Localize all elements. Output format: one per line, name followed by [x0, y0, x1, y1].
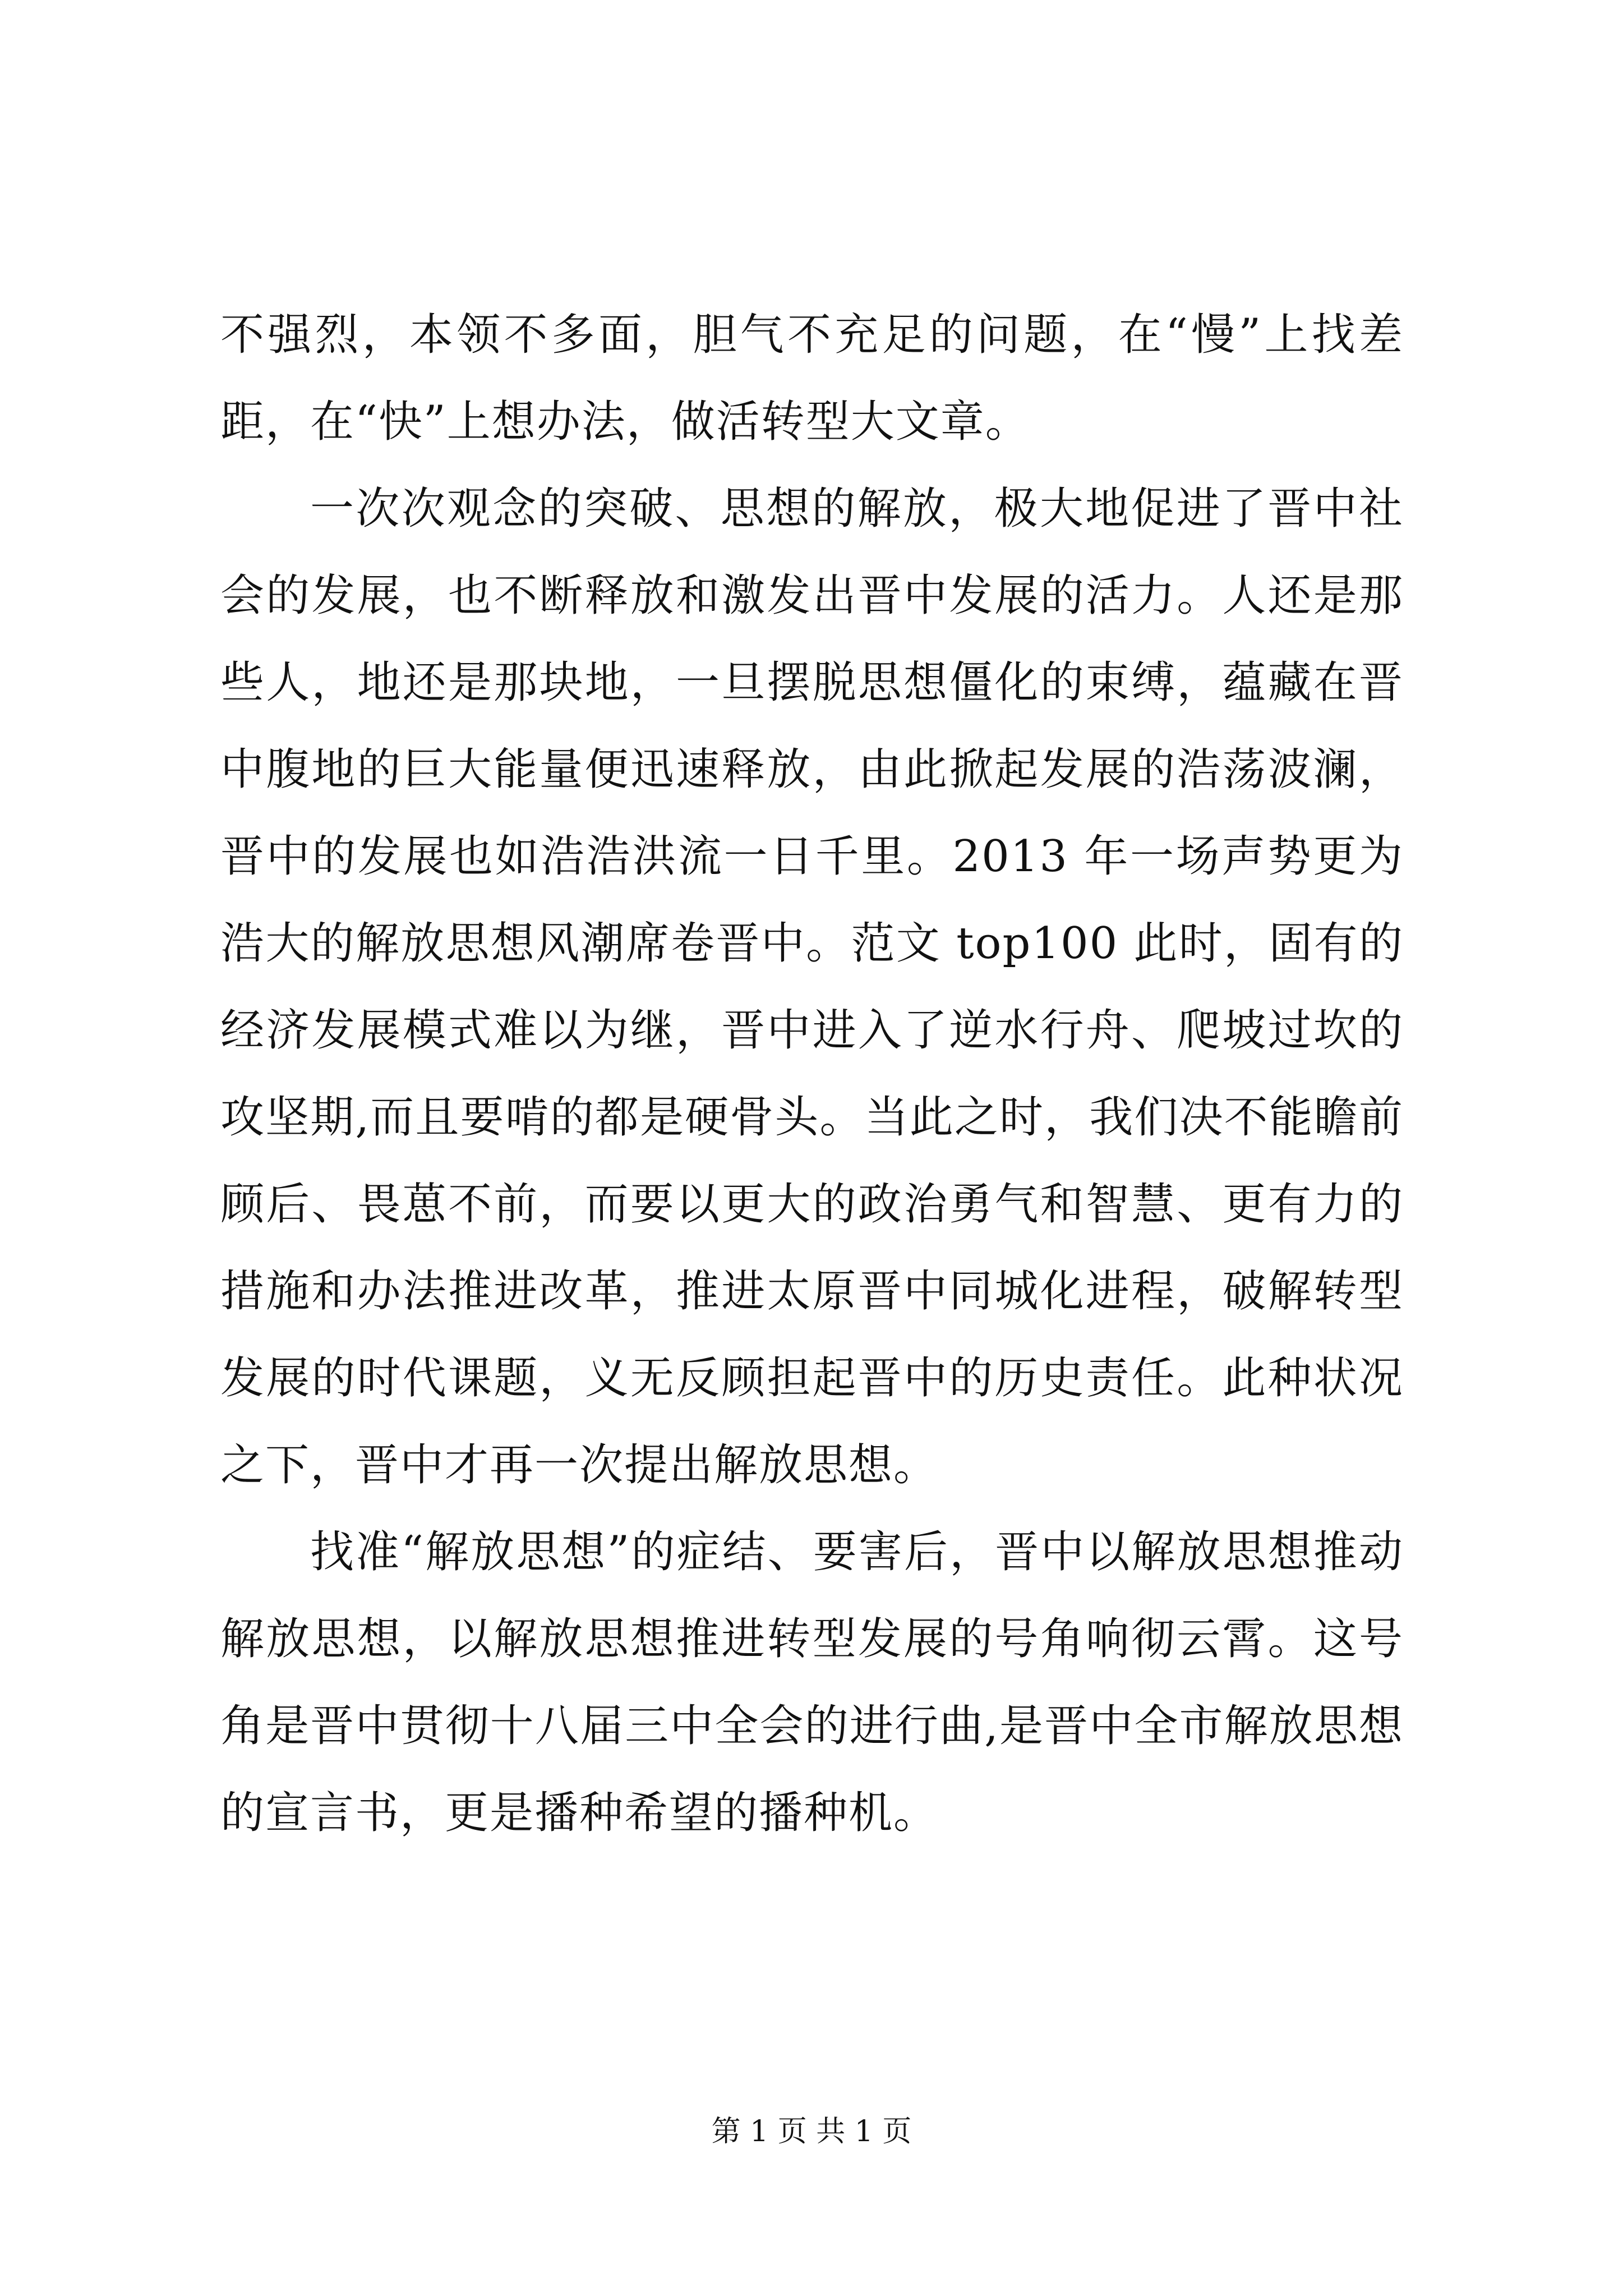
document-body — [220, 292, 1404, 1857]
page-footer: 第 1 页 共 1 页 — [711, 2115, 912, 2148]
paragraph-liberation-history: 一次次观念的突破、思想的解放，极大地促进了晋中社会的发展，也不断释放和激发出晋中发展的活力。人还是那些人，地还是那块地，一旦摆脱思想僵化的束缚，蕴藏在晋中腹地的巨大能量便迅速释放，由此掀起发展的浩荡波澜，晋中的发展也如浩浩洪流一日千里。2013 年一场声势更为浩大的解放思想风潮席卷晋中。范文 top100 此时，固有的经济发展模式难以为继，晋中进入了逆水行舟、爬坡过坎的攻坚期,而且要啃的都是硬骨头。当此之时，我们决不能瞻前顾后、畏葸不前，而要以更大的政治勇气和智慧、更有力的措施和办法推进改革，推进太原晋中同城化进程，破解转型发展的时代课题，义无反顾担起晋中的历史责任。此种状况之下，晋中才再一次提出解放思想。 — [220, 484, 1404, 1490]
paragraph-continued: 不强烈，本领不多面，胆气不充足的问题，在“慢”上找差距，在“快”上想办法，做活转型大文章。 — [220, 310, 1404, 447]
paragraph-liberation-call: 找准“解放思想”的症结、要害后，晋中以解放思想推动解放思想，以解放思想推进转型发展的号角响彻云霄。这号角是晋中贯彻十八届三中全会的进行曲,是晋中全市解放思想的宣言书，更是播种希望的播种机。 — [220, 1527, 1404, 1838]
